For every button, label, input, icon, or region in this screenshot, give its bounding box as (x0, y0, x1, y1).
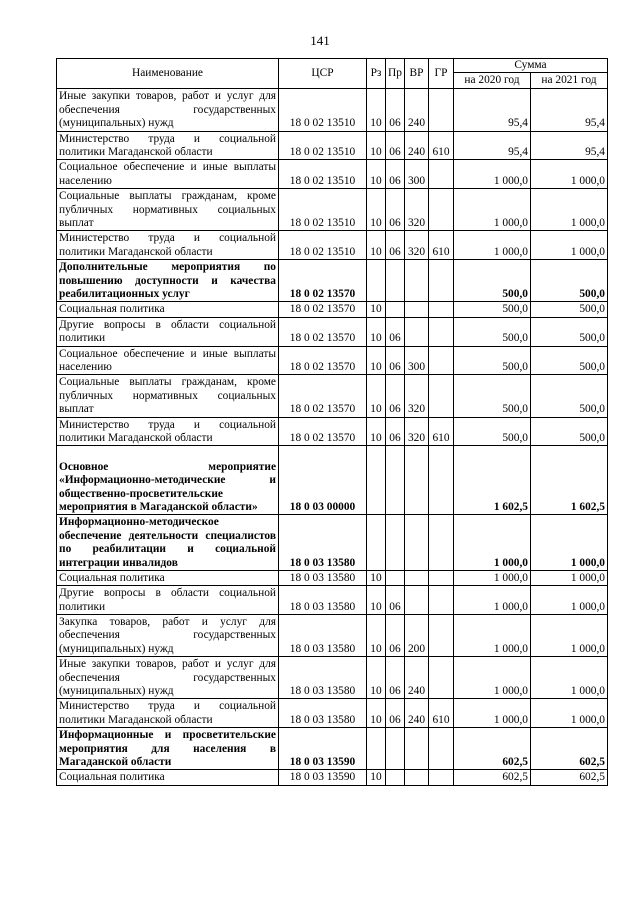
row-vr-cell: 240 (405, 657, 429, 699)
row-rz-cell: 10 (367, 657, 386, 699)
row-name-cell: Социальные выплаты гражданам, кроме публичных нормативных социальных выплат (57, 375, 279, 417)
row-pr-cell (386, 728, 405, 770)
row-pr-cell: 06 (386, 231, 405, 260)
row-gr-cell (429, 570, 454, 585)
row-sum-2021-cell: 1 000,0 (531, 615, 608, 657)
table-row (57, 189, 608, 231)
row-rz-cell (367, 728, 386, 770)
row-vr-cell (405, 515, 429, 571)
row-sum-2021-cell: 500,0 (531, 346, 608, 375)
row-csr-cell: 18 0 03 13580 (279, 570, 367, 585)
row-name-cell: Закупка товаров, работ и услуг для обеспечения государственных (муниципальных) нужд (57, 615, 279, 657)
header-vr: ВР (405, 59, 429, 89)
header-name: Наименование (57, 59, 279, 89)
row-name-cell: Социальные выплаты гражданам, кроме публичных нормативных социальных выплат (57, 189, 279, 231)
row-sum-2021-cell: 500,0 (531, 317, 608, 346)
row-sum-2020-cell: 500,0 (454, 417, 531, 446)
row-sum-2020-cell: 500,0 (454, 302, 531, 317)
row-name-cell: Иные закупки товаров, работ и услуг для обеспечения государственных (муниципальных) нужд (57, 657, 279, 699)
table-row (57, 657, 608, 699)
row-name-cell: Иные закупки товаров, работ и услуг для обеспечения государственных (муниципальных) нужд (57, 89, 279, 131)
row-vr-cell: 320 (405, 375, 429, 417)
row-gr-cell (429, 346, 454, 375)
row-name-cell: Социальная политика (57, 570, 279, 585)
row-name-cell: Социальная политика (57, 302, 279, 317)
row-csr-cell: 18 0 03 13580 (279, 515, 367, 571)
row-vr-cell (405, 770, 429, 785)
row-csr-cell: 18 0 03 13590 (279, 728, 367, 770)
row-sum-2020-cell: 500,0 (454, 260, 531, 302)
row-vr-cell: 200 (405, 615, 429, 657)
row-pr-cell (386, 770, 405, 785)
row-pr-cell: 06 (386, 699, 405, 728)
table-row (57, 302, 608, 317)
row-sum-2021-cell: 1 000,0 (531, 231, 608, 260)
row-sum-2021-cell: 1 000,0 (531, 515, 608, 571)
row-sum-2020-cell: 1 000,0 (454, 515, 531, 571)
row-vr-cell (405, 728, 429, 770)
row-rz-cell: 10 (367, 317, 386, 346)
row-name-cell: Министерство труда и социальной политики Магаданской области (57, 417, 279, 446)
table-row (57, 131, 608, 160)
row-sum-2021-cell: 602,5 (531, 728, 608, 770)
row-name-cell: Социальное обеспечение и иные выплаты населению (57, 160, 279, 189)
row-rz-cell: 10 (367, 699, 386, 728)
row-vr-cell: 300 (405, 160, 429, 189)
row-pr-cell: 06 (386, 189, 405, 231)
row-gr-cell (429, 586, 454, 615)
row-rz-cell: 10 (367, 189, 386, 231)
row-gr-cell: 610 (429, 231, 454, 260)
row-csr-cell: 18 0 02 13570 (279, 302, 367, 317)
header-sum: Сумма (454, 59, 608, 73)
row-sum-2021-cell: 1 000,0 (531, 657, 608, 699)
row-rz-cell (367, 260, 386, 302)
row-gr-cell (429, 657, 454, 699)
row-vr-cell: 240 (405, 131, 429, 160)
row-rz-cell (367, 515, 386, 571)
row-csr-cell: 18 0 02 13570 (279, 317, 367, 346)
table-row (57, 417, 608, 446)
header-rz: Рз (367, 59, 386, 89)
row-vr-cell: 240 (405, 699, 429, 728)
row-gr-cell (429, 446, 454, 515)
row-sum-2020-cell: 1 000,0 (454, 231, 531, 260)
table-row (57, 615, 608, 657)
row-gr-cell (429, 302, 454, 317)
row-csr-cell: 18 0 02 13510 (279, 89, 367, 131)
row-csr-cell: 18 0 02 13510 (279, 160, 367, 189)
row-sum-2021-cell: 1 602,5 (531, 446, 608, 515)
row-pr-cell: 06 (386, 417, 405, 446)
row-vr-cell: 320 (405, 231, 429, 260)
row-sum-2020-cell: 602,5 (454, 728, 531, 770)
row-csr-cell: 18 0 03 13580 (279, 615, 367, 657)
row-sum-2020-cell: 500,0 (454, 346, 531, 375)
row-vr-cell: 320 (405, 189, 429, 231)
row-rz-cell: 10 (367, 160, 386, 189)
table-row (57, 728, 608, 770)
row-sum-2021-cell: 95,4 (531, 89, 608, 131)
table-row (57, 570, 608, 585)
row-sum-2020-cell: 95,4 (454, 89, 531, 131)
row-pr-cell (386, 570, 405, 585)
row-gr-cell (429, 189, 454, 231)
row-csr-cell: 18 0 03 13590 (279, 770, 367, 785)
header-pr: Пр (386, 59, 405, 89)
row-csr-cell: 18 0 03 13580 (279, 699, 367, 728)
table-row (57, 317, 608, 346)
row-vr-cell (405, 446, 429, 515)
row-rz-cell: 10 (367, 586, 386, 615)
row-sum-2021-cell: 1 000,0 (531, 586, 608, 615)
row-pr-cell: 06 (386, 586, 405, 615)
row-name-cell: Информационные и просветительские мероприятия для населения в Магаданской области (57, 728, 279, 770)
row-sum-2020-cell: 1 000,0 (454, 657, 531, 699)
table-row (57, 699, 608, 728)
row-pr-cell: 06 (386, 615, 405, 657)
row-sum-2020-cell: 500,0 (454, 375, 531, 417)
row-csr-cell: 18 0 02 13570 (279, 346, 367, 375)
row-sum-2020-cell: 1 000,0 (454, 615, 531, 657)
row-sum-2021-cell: 1 000,0 (531, 160, 608, 189)
row-sum-2021-cell: 500,0 (531, 302, 608, 317)
row-rz-cell (367, 446, 386, 515)
table-row (57, 375, 608, 417)
row-gr-cell: 610 (429, 417, 454, 446)
row-csr-cell: 18 0 02 13510 (279, 189, 367, 231)
row-sum-2021-cell: 1 000,0 (531, 570, 608, 585)
row-csr-cell: 18 0 03 13580 (279, 586, 367, 615)
row-csr-cell: 18 0 03 00000 (279, 446, 367, 515)
row-sum-2020-cell: 1 602,5 (454, 446, 531, 515)
row-pr-cell: 06 (386, 160, 405, 189)
row-sum-2020-cell: 95,4 (454, 131, 531, 160)
row-vr-cell (405, 302, 429, 317)
row-vr-cell: 240 (405, 89, 429, 131)
row-vr-cell (405, 317, 429, 346)
row-sum-2021-cell: 500,0 (531, 260, 608, 302)
row-rz-cell: 10 (367, 417, 386, 446)
table-row (57, 346, 608, 375)
row-name-cell: Основное мероприятие «Информационно-методические и общественно-просветительские мероприятия в Магаданской области» (57, 446, 279, 515)
row-rz-cell: 10 (367, 770, 386, 785)
table-row (57, 770, 608, 785)
row-gr-cell: 610 (429, 699, 454, 728)
header-csr: ЦСР (279, 59, 367, 89)
row-name-cell: Дополнительные мероприятия по повышению доступности и качества реабилитационных услуг (57, 260, 279, 302)
row-gr-cell (429, 260, 454, 302)
row-pr-cell: 06 (386, 317, 405, 346)
row-csr-cell: 18 0 03 13580 (279, 657, 367, 699)
row-rz-cell: 10 (367, 231, 386, 260)
table-row (57, 231, 608, 260)
row-sum-2020-cell: 500,0 (454, 317, 531, 346)
row-csr-cell: 18 0 02 13570 (279, 375, 367, 417)
row-gr-cell (429, 160, 454, 189)
row-vr-cell: 300 (405, 346, 429, 375)
row-csr-cell: 18 0 02 13510 (279, 131, 367, 160)
row-pr-cell: 06 (386, 346, 405, 375)
row-csr-cell: 18 0 02 13570 (279, 260, 367, 302)
row-pr-cell: 06 (386, 131, 405, 160)
table-row (57, 260, 608, 302)
table-row (57, 446, 608, 515)
row-gr-cell (429, 317, 454, 346)
row-name-cell: Другие вопросы в области социальной политики (57, 317, 279, 346)
row-name-cell: Другие вопросы в области социальной политики (57, 586, 279, 615)
row-sum-2021-cell: 602,5 (531, 770, 608, 785)
row-gr-cell (429, 615, 454, 657)
row-csr-cell: 18 0 02 13510 (279, 231, 367, 260)
row-pr-cell: 06 (386, 89, 405, 131)
row-sum-2020-cell: 1 000,0 (454, 160, 531, 189)
row-name-cell: Информационно-методическое обеспечение деятельности специалистов по реабилитации и социальной интеграции инвалидов (57, 515, 279, 571)
row-gr-cell (429, 770, 454, 785)
row-vr-cell: 320 (405, 417, 429, 446)
row-vr-cell (405, 260, 429, 302)
table-row (57, 586, 608, 615)
row-sum-2020-cell: 1 000,0 (454, 189, 531, 231)
budget-table (56, 58, 608, 786)
row-gr-cell: 610 (429, 131, 454, 160)
row-name-cell: Министерство труда и социальной политики Магаданской области (57, 131, 279, 160)
row-rz-cell: 10 (367, 615, 386, 657)
row-name-cell: Социальная политика (57, 770, 279, 785)
row-sum-2020-cell: 1 000,0 (454, 586, 531, 615)
row-name-cell: Министерство труда и социальной политики Магаданской области (57, 699, 279, 728)
row-pr-cell (386, 446, 405, 515)
row-rz-cell: 10 (367, 131, 386, 160)
row-sum-2020-cell: 602,5 (454, 770, 531, 785)
row-pr-cell: 06 (386, 657, 405, 699)
page-number: 141 (310, 33, 330, 48)
row-sum-2021-cell: 500,0 (531, 375, 608, 417)
row-name-cell: Социальное обеспечение и иные выплаты населению (57, 346, 279, 375)
header-year-2020: на 2020 год (454, 73, 531, 89)
table-row (57, 89, 608, 131)
row-gr-cell (429, 375, 454, 417)
header-year-2021: на 2021 год (531, 73, 608, 89)
row-sum-2021-cell: 500,0 (531, 417, 608, 446)
table-row (57, 515, 608, 571)
row-pr-cell (386, 260, 405, 302)
row-gr-cell (429, 515, 454, 571)
row-rz-cell: 10 (367, 89, 386, 131)
table-body (57, 89, 608, 785)
header-gr: ГР (429, 59, 454, 89)
row-pr-cell (386, 302, 405, 317)
row-rz-cell: 10 (367, 346, 386, 375)
row-pr-cell: 06 (386, 375, 405, 417)
row-rz-cell: 10 (367, 302, 386, 317)
row-name-cell: Министерство труда и социальной политики Магаданской области (57, 231, 279, 260)
table-row (57, 160, 608, 189)
row-rz-cell: 10 (367, 570, 386, 585)
row-sum-2020-cell: 1 000,0 (454, 699, 531, 728)
row-vr-cell (405, 570, 429, 585)
row-pr-cell (386, 515, 405, 571)
row-vr-cell (405, 586, 429, 615)
row-sum-2021-cell: 1 000,0 (531, 699, 608, 728)
row-sum-2020-cell: 1 000,0 (454, 570, 531, 585)
row-gr-cell (429, 728, 454, 770)
row-sum-2021-cell: 1 000,0 (531, 189, 608, 231)
row-sum-2021-cell: 95,4 (531, 131, 608, 160)
row-csr-cell: 18 0 02 13570 (279, 417, 367, 446)
row-gr-cell (429, 89, 454, 131)
row-rz-cell: 10 (367, 375, 386, 417)
